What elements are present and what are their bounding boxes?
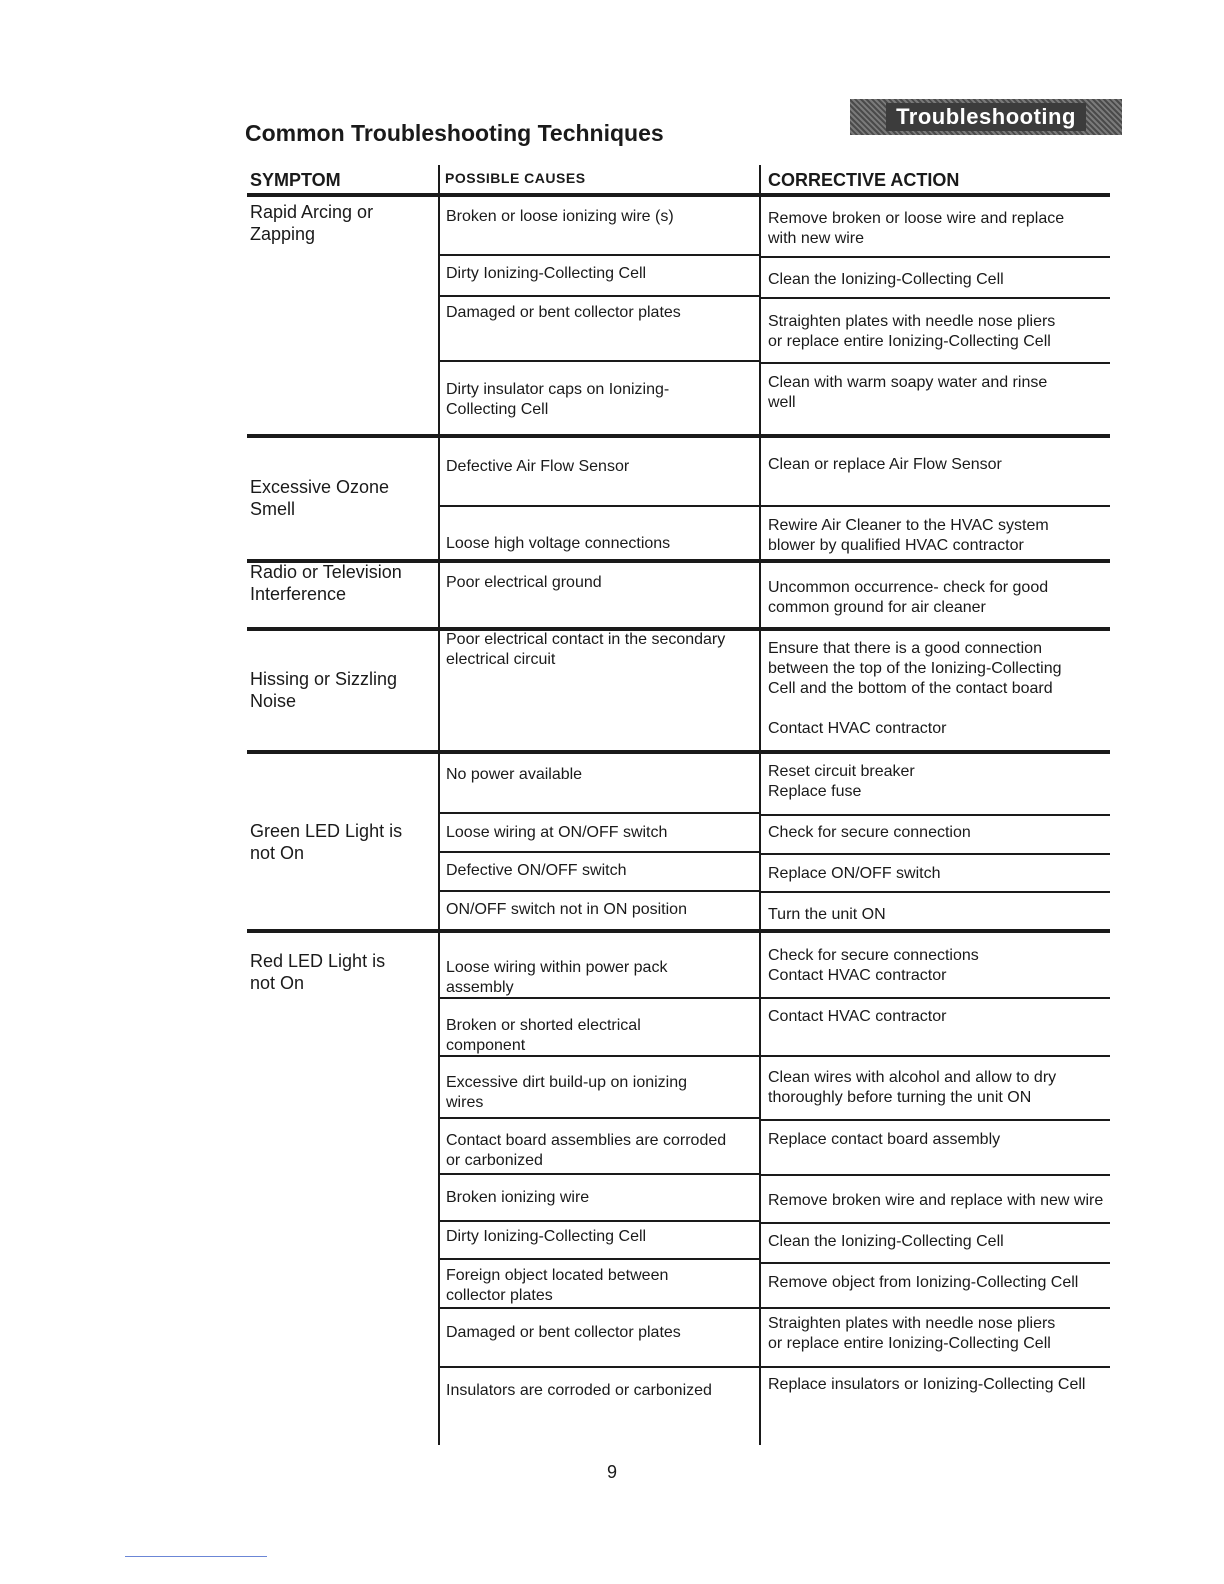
row-divider <box>761 1307 1110 1309</box>
row-divider <box>761 1055 1110 1057</box>
row-divider <box>761 853 1110 855</box>
cause-cell <box>446 380 669 420</box>
action-cell-line: Uncommon occurrence- check for good <box>768 579 1049 596</box>
cause-cell <box>446 1381 712 1401</box>
cause-cell <box>446 1131 726 1171</box>
cause-cell <box>446 823 667 843</box>
action-cell-line: Remove broken or loose wire and replace <box>768 210 1065 227</box>
symptom-cell <box>250 476 389 520</box>
symptom-cell-line: Red LED Light is <box>250 951 386 971</box>
row-divider <box>440 360 759 362</box>
symptom-cell-line: Interference <box>250 584 347 604</box>
action-cell <box>768 578 1048 618</box>
row-divider <box>761 505 1110 507</box>
row-divider <box>440 1173 759 1175</box>
cause-cell-line: No power available <box>446 766 583 783</box>
action-cell-line: Clean wires with alcohol and allow to dry <box>768 1069 1057 1086</box>
group-rule <box>247 193 1110 197</box>
cause-cell <box>446 1016 641 1056</box>
row-divider <box>761 1366 1110 1368</box>
row-divider <box>761 1119 1110 1121</box>
symptom-cell-line: Zapping <box>250 224 316 244</box>
cause-cell <box>446 207 674 227</box>
action-cell <box>768 455 1002 475</box>
cause-cell-line: wires <box>446 1094 484 1111</box>
cause-cell <box>446 1227 646 1247</box>
row-divider <box>440 295 759 297</box>
action-cell-line: Replace ON/OFF switch <box>768 865 941 882</box>
column-divider <box>759 165 761 1445</box>
action-cell <box>768 823 971 843</box>
row-divider <box>440 890 759 892</box>
row-divider <box>440 505 759 507</box>
action-cell <box>768 312 1055 352</box>
symptom-cell-line: Smell <box>250 499 296 519</box>
footer-divider <box>125 1556 267 1557</box>
cause-cell-line: Broken or shorted electrical <box>446 1017 641 1034</box>
action-cell-line: or replace entire Ionizing-Collecting Cell <box>768 333 1051 350</box>
cause-cell-line: Insulators are corroded or carbonized <box>446 1382 712 1399</box>
cause-cell-line: Poor electrical contact in the secondary <box>446 631 726 648</box>
cause-cell-line: Damaged or bent collector plates <box>446 304 681 321</box>
cause-cell-line: component <box>446 1037 526 1054</box>
action-cell <box>768 270 1004 290</box>
cause-cell <box>446 861 626 881</box>
cause-cell-line: assembly <box>446 979 514 996</box>
action-cell-line: Check for secure connection <box>768 824 971 841</box>
group-rule <box>247 750 1110 754</box>
action-cell-line <box>768 699 1062 719</box>
row-divider <box>761 1222 1110 1224</box>
symptom-cell-line: Green LED Light is <box>250 821 403 841</box>
symptom-cell-line: Radio or Television <box>250 562 402 582</box>
symptom-cell <box>250 950 385 994</box>
cause-cell-line: Broken ionizing wire <box>446 1189 590 1206</box>
symptom-cell-line: Rapid Arcing or <box>250 202 374 222</box>
cause-cell <box>446 303 681 323</box>
header-symptom: SYMPTOM <box>250 170 341 190</box>
action-cell-line: thoroughly before turning the unit ON <box>768 1089 1032 1106</box>
cause-cell-line: collector plates <box>446 1287 553 1304</box>
action-cell <box>768 516 1049 556</box>
row-divider <box>440 1258 759 1260</box>
action-cell <box>768 1068 1056 1108</box>
action-cell-line: Contact HVAC contractor <box>768 720 947 737</box>
action-cell-line: Turn the unit ON <box>768 906 886 923</box>
action-cell <box>768 905 886 925</box>
action-cell-line: common ground for air cleaner <box>768 599 986 616</box>
action-cell <box>768 209 1064 249</box>
action-cell <box>768 1314 1055 1354</box>
row-divider <box>761 362 1110 364</box>
header-possible-causes: POSSIBLE CAUSES <box>445 170 586 186</box>
cause-cell-line: Foreign object located between <box>446 1267 669 1284</box>
action-cell <box>768 946 979 986</box>
cause-cell-line: or carbonized <box>446 1152 543 1169</box>
symptom-cell-line: Noise <box>250 691 297 711</box>
cause-cell-line: Defective Air Flow Sensor <box>446 458 630 475</box>
action-cell-line: Rewire Air Cleaner to the HVAC system <box>768 517 1049 534</box>
cause-cell <box>446 1323 681 1343</box>
action-cell-line: Cell and the bottom of the contact board <box>768 680 1053 697</box>
cause-cell-line: Dirty Ionizing-Collecting Cell <box>446 265 647 282</box>
row-divider <box>440 1307 759 1309</box>
symptom-cell-line: Hissing or Sizzling <box>250 669 398 689</box>
action-cell <box>768 1130 1000 1150</box>
action-cell <box>768 762 915 802</box>
section-tab-label: Troubleshooting <box>886 103 1086 131</box>
action-cell <box>768 639 1062 739</box>
symptom-cell <box>250 668 397 712</box>
cause-cell <box>446 765 582 785</box>
symptom-cell-line: not On <box>250 843 305 863</box>
action-cell-line: Reset circuit breaker <box>768 763 915 780</box>
action-cell <box>768 1191 1103 1211</box>
action-cell-line: Straighten plates with needle nose pliers <box>768 1315 1056 1332</box>
cause-cell-line: Loose high voltage connections <box>446 535 671 552</box>
action-cell <box>768 1375 1085 1395</box>
row-divider <box>440 254 759 256</box>
cause-cell <box>446 1188 589 1208</box>
cause-cell <box>446 1073 687 1113</box>
symptom-cell <box>250 561 402 605</box>
action-cell-line: well <box>768 394 796 411</box>
row-divider <box>761 891 1110 893</box>
action-cell-line: Clean or replace Air Flow Sensor <box>768 456 1002 473</box>
symptom-cell <box>250 820 402 864</box>
header-corrective-action: CORRECTIVE ACTION <box>768 170 960 190</box>
action-cell <box>768 1273 1078 1293</box>
action-cell-line: Clean the Ionizing-Collecting Cell <box>768 271 1004 288</box>
cause-cell-line: electrical circuit <box>446 651 556 668</box>
action-cell-line: or replace entire Ionizing-Collecting Cell <box>768 1335 1051 1352</box>
cause-cell <box>446 1266 668 1306</box>
action-cell-line: Remove object from Ionizing-Collecting Cell <box>768 1274 1079 1291</box>
action-cell-line: Remove broken wire and replace with new wire <box>768 1192 1104 1209</box>
row-divider <box>440 812 759 814</box>
cause-cell-line: Loose wiring within power pack <box>446 959 668 976</box>
cause-cell <box>446 534 670 554</box>
action-cell-line: blower by qualified HVAC contractor <box>768 537 1024 554</box>
action-cell <box>768 1232 1004 1252</box>
cause-cell-line: Broken or loose ionizing wire (s) <box>446 208 674 225</box>
action-cell-line: Clean with warm soapy water and rinse <box>768 374 1048 391</box>
row-divider <box>761 1262 1110 1264</box>
group-rule <box>247 929 1110 933</box>
action-cell-line: Contact HVAC contractor <box>768 967 947 984</box>
cause-cell <box>446 264 646 284</box>
cause-cell-line: Defective ON/OFF switch <box>446 862 627 879</box>
row-divider <box>761 297 1110 299</box>
cause-cell <box>446 457 629 477</box>
cause-cell <box>446 630 725 670</box>
action-cell-line: Check for secure connections <box>768 947 979 964</box>
cause-cell-line: Damaged or bent collector plates <box>446 1324 681 1341</box>
row-divider <box>761 997 1110 999</box>
row-divider <box>761 814 1110 816</box>
symptom-cell <box>250 201 373 245</box>
page-title: Common Troubleshooting Techniques <box>245 120 664 146</box>
action-cell-line: Ensure that there is a good connection <box>768 640 1042 657</box>
column-divider <box>438 165 440 1445</box>
action-cell-line: between the top of the Ionizing-Collecting <box>768 660 1062 677</box>
action-cell <box>768 1007 946 1027</box>
cause-cell-line: Excessive dirt build-up on ionizing <box>446 1074 688 1091</box>
cause-cell-line: Contact board assemblies are corroded <box>446 1132 727 1149</box>
cause-cell <box>446 573 602 593</box>
row-divider <box>440 1220 759 1222</box>
cause-cell-line: Collecting Cell <box>446 401 549 418</box>
cause-cell-line: Poor electrical ground <box>446 574 602 591</box>
row-divider <box>761 256 1110 258</box>
row-divider <box>440 851 759 853</box>
action-cell-line: with new wire <box>768 230 865 247</box>
group-rule <box>247 434 1110 438</box>
page-number: 9 <box>606 1462 617 1482</box>
action-cell <box>768 864 940 884</box>
cause-cell-line: Loose wiring at ON/OFF switch <box>446 824 668 841</box>
symptom-cell-line: not On <box>250 973 305 993</box>
cause-cell-line: Dirty Ionizing-Collecting Cell <box>446 1228 647 1245</box>
action-cell-line: Contact HVAC contractor <box>768 1008 947 1025</box>
cause-cell-line: Dirty insulator caps on Ionizing- <box>446 381 670 398</box>
section-tab <box>850 99 1122 135</box>
cause-cell-line: ON/OFF switch not in ON position <box>446 901 687 918</box>
action-cell-line: Replace contact board assembly <box>768 1131 1001 1148</box>
symptom-cell-line: Excessive Ozone <box>250 477 390 497</box>
cause-cell <box>446 900 687 920</box>
action-cell <box>768 373 1047 413</box>
action-cell-line: Clean the Ionizing-Collecting Cell <box>768 1233 1004 1250</box>
row-divider <box>440 1366 759 1368</box>
action-cell-line: Replace fuse <box>768 783 862 800</box>
action-cell-line: Straighten plates with needle nose pliers <box>768 313 1056 330</box>
row-divider <box>761 1174 1110 1176</box>
row-divider <box>440 1117 759 1119</box>
cause-cell <box>446 958 667 998</box>
action-cell-line: Replace insulators or Ionizing-Collecting Cell <box>768 1376 1086 1393</box>
